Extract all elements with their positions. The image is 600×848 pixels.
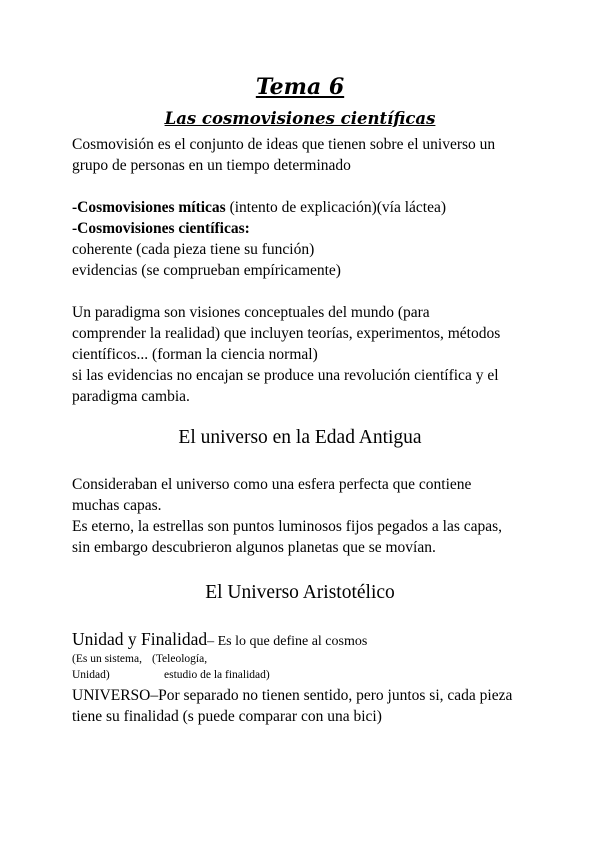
evidencias-line: evidencias (se comprueban empíricamente) xyxy=(72,262,341,279)
antigua-line: Consideraban el universo como una esfera perfecta que contiene xyxy=(72,476,472,493)
page-title: Tema 6 xyxy=(255,74,345,100)
section-heading-antigua: El universo en la Edad Antigua xyxy=(178,427,422,448)
paradigma-line: paradigma cambia. xyxy=(72,388,190,405)
paradigma-line: Un paradigma son visiones conceptuales del mundo (para xyxy=(72,304,430,321)
coherente-line: coherente (cada pieza tiene su función) xyxy=(72,241,315,258)
note-right-1: (Teleología, xyxy=(152,653,208,665)
intro-paragraph xyxy=(72,134,542,176)
miticas-line xyxy=(72,197,542,218)
section-heading-aristotelico: El Universo Aristotélico xyxy=(205,582,395,603)
antigua-line: Es eterno, la estrellas son puntos luminosos fijos pegados a las capas, xyxy=(72,518,503,535)
universo-line: UNIVERSO–Por separado no tienen sentido, pero juntos si, cada pieza xyxy=(72,687,513,704)
paradigma-line: si las evidencias no encajan se produce una revolución científica y el xyxy=(72,367,499,384)
antigua-line: sin embargo descubrieron algunos planetas que se movían. xyxy=(72,539,436,556)
note-left-2: Unidad) xyxy=(72,669,110,681)
paradigma-line: comprender la realidad) que incluyen teorías, experimentos, métodos xyxy=(72,325,501,342)
note-left-1: (Es un sistema, xyxy=(72,653,142,665)
paradigma-line: científicos... (forman la ciencia normal) xyxy=(72,346,318,363)
miticas-label: -Cosmovisiones míticas xyxy=(72,199,226,216)
intro-line: Cosmovisión es el conjunto de ideas que tienen sobre el universo un xyxy=(72,136,496,153)
antigua-line: muchas capas. xyxy=(72,497,162,514)
paradigma-paragraph xyxy=(72,302,542,407)
unidad-finalidad-heading xyxy=(72,629,367,650)
intro-line: grupo de personas en un tiempo determinado xyxy=(72,157,351,174)
antigua-paragraph xyxy=(72,474,542,558)
note-right-2: estudio de la finalidad) xyxy=(164,669,270,681)
unidad-label: Unidad y Finalidad xyxy=(72,629,208,649)
universo-paragraph xyxy=(72,685,542,727)
unidad-desc: – Es lo que define al cosmos xyxy=(207,634,368,649)
universo-line: tiene su finalidad (s puede comparar con una bici) xyxy=(72,708,382,725)
miticas-desc: (intento de explicación)(vía láctea) xyxy=(225,199,447,216)
page-subtitle: Las cosmovisiones científicas xyxy=(164,109,436,128)
cientificas-label: -Cosmovisiones científicas: xyxy=(72,220,250,237)
cosmovisiones-list xyxy=(72,197,542,281)
